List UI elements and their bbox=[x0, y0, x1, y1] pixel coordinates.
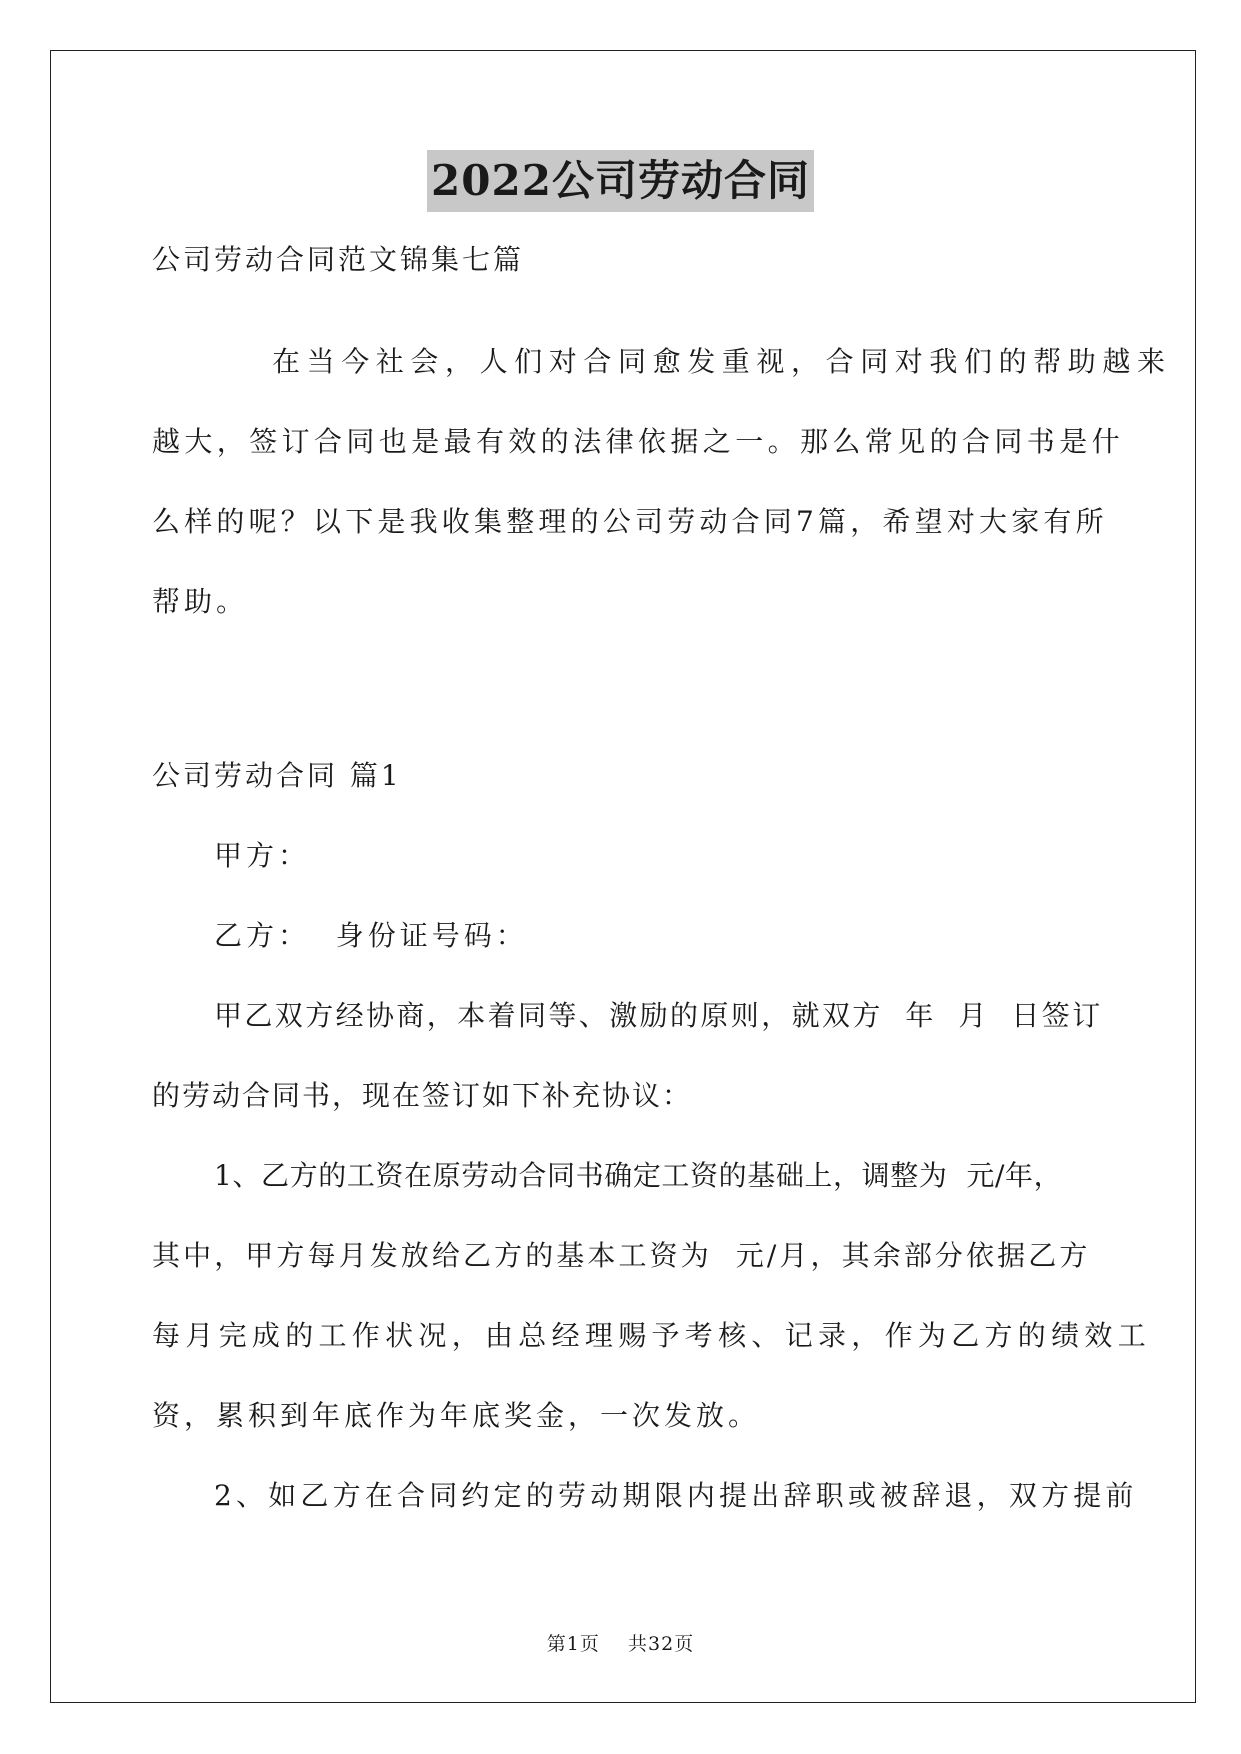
section-heading: 公司劳动合同 篇1 bbox=[152, 759, 402, 792]
intro-line-2: 越大，签订合同也是最有效的法律依据之一。那么常见的合同书是什 bbox=[152, 425, 1125, 458]
body-line-3: 1、乙方的工资在原劳动合同书确定工资的基础上，调整为 元/年， bbox=[214, 1159, 1063, 1192]
document-title: 2022公司劳动合同 bbox=[427, 150, 814, 212]
intro-line-1: 在当今社会，人们对合同愈发重视，合同对我们的帮助越来 bbox=[272, 345, 1172, 378]
body-line-7: 2、如乙方在合同约定的劳动期限内提出辞职或被辞退，双方提前 bbox=[214, 1479, 1138, 1512]
title-container bbox=[0, 150, 1241, 212]
body-line-2: 的劳动合同书，现在签订如下补充协议： bbox=[152, 1079, 693, 1112]
body-line-1: 甲乙双方经协商，本着同等、激励的原则，就双方 年 月 日签订 bbox=[214, 999, 1103, 1032]
intro-line-3: 么样的呢？以下是我收集整理的公司劳动合同7篇，希望对大家有所 bbox=[152, 505, 1108, 538]
party-b-label: 乙方： 身份证号码： bbox=[214, 919, 528, 952]
page-footer bbox=[0, 1632, 1241, 1656]
party-a-label: 甲方： bbox=[214, 839, 311, 872]
page-border bbox=[50, 50, 1196, 1703]
body-line-4: 其中，甲方每月发放给乙方的基本工资为 元/月，其余部分依据乙方 bbox=[152, 1239, 1091, 1272]
intro-line-4: 帮助。 bbox=[152, 585, 249, 618]
body-line-5: 每月完成的工作状况，由总经理赐予考核、记录，作为乙方的绩效工 bbox=[152, 1319, 1152, 1352]
document-subtitle: 公司劳动合同范文锦集七篇 bbox=[152, 243, 525, 276]
page-number: 第1页 共32页 bbox=[546, 1633, 695, 1655]
body-line-6: 资，累积到年底作为年底奖金，一次发放。 bbox=[152, 1399, 761, 1432]
